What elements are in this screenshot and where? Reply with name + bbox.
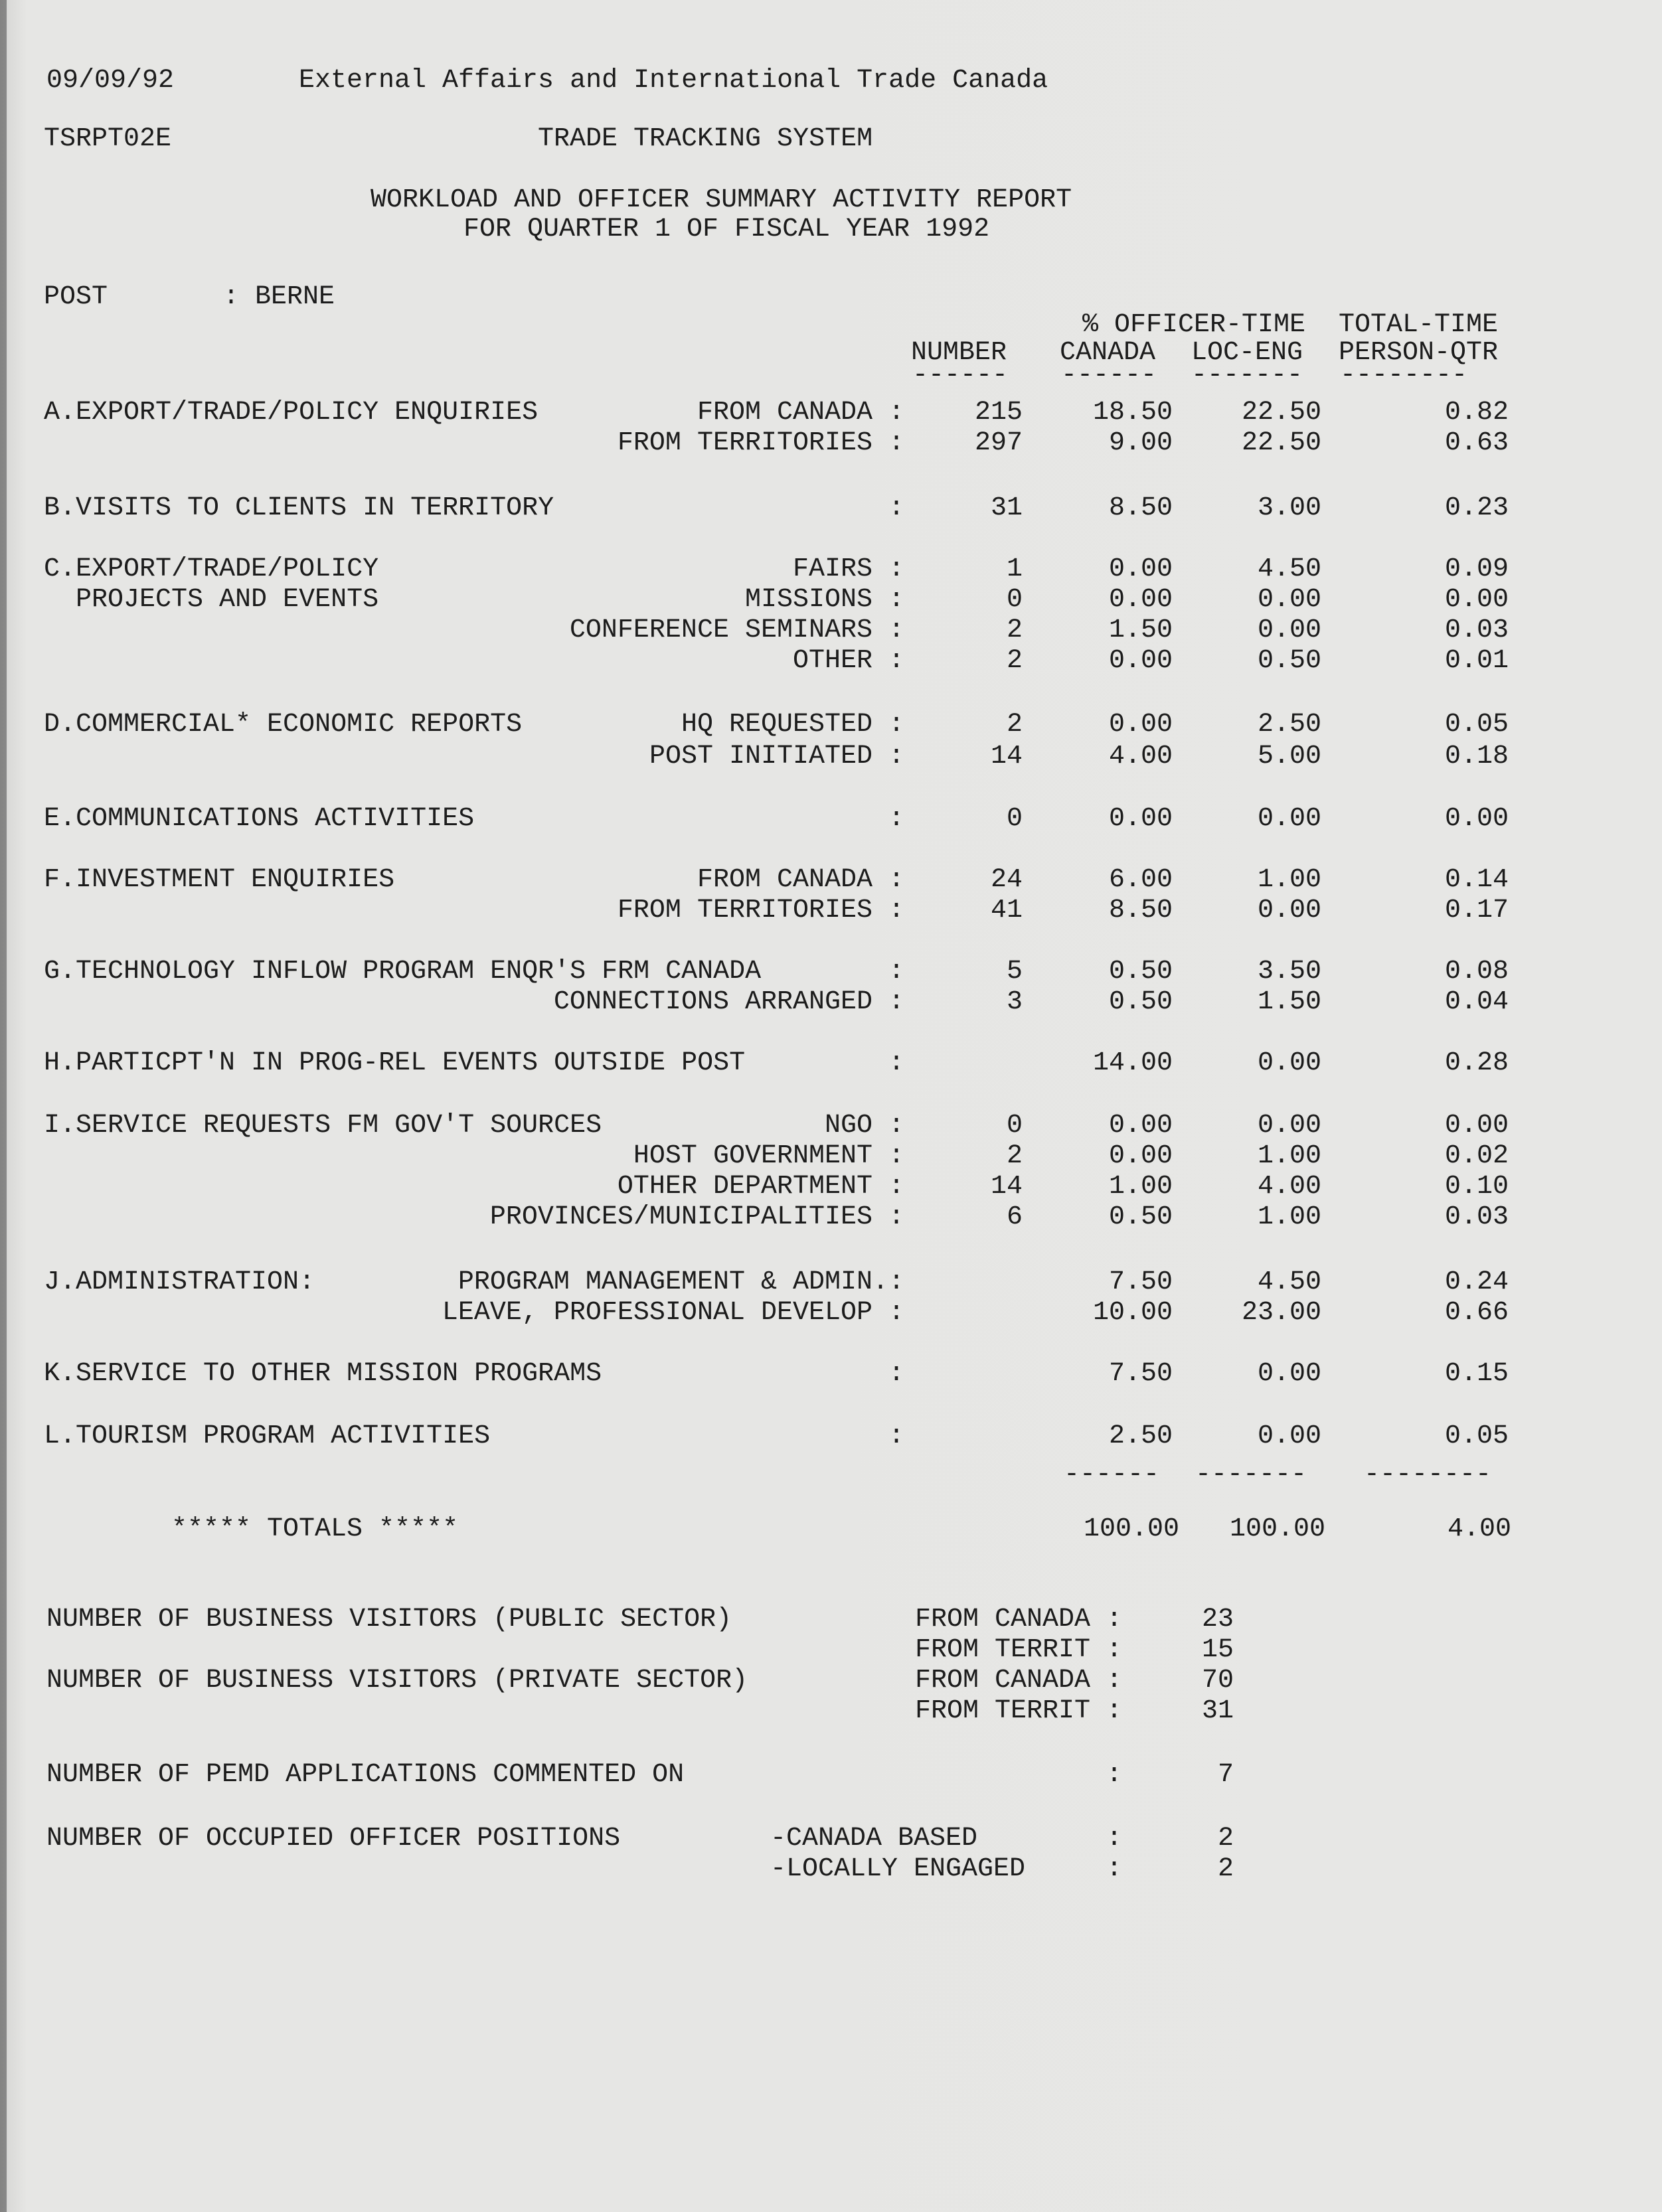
row-category: I.SERVICE REQUESTS FM GOV'T SOURCES (44, 1111, 602, 1141)
visitor-count: 70 (1201, 1666, 1234, 1696)
row-number: 5 (1006, 957, 1023, 987)
table-row (0, 424, 1662, 463)
position-row (0, 1850, 1662, 1889)
row-number: 0 (1006, 585, 1023, 615)
row-person-qtr: 0.10 (1444, 1172, 1509, 1202)
row-canada-pct: 4.00 (1108, 742, 1173, 771)
row-person-qtr: 0.01 (1444, 646, 1509, 676)
row-subcategory: FAIRS : (792, 554, 904, 584)
row-loc-eng-pct: 3.50 (1257, 957, 1321, 987)
visitor-source: FROM CANADA : (914, 1605, 1122, 1634)
row-person-qtr: 0.05 (1444, 1421, 1509, 1451)
row-person-qtr: 0.23 (1444, 493, 1509, 523)
row-number: 297 (974, 428, 1023, 458)
row-canada-pct: 0.00 (1108, 1111, 1173, 1141)
report-period: FOR QUARTER 1 OF FISCAL YEAR 1992 (463, 214, 990, 244)
row-person-qtr: 0.08 (1444, 957, 1509, 987)
pemd-count: 7 (1217, 1760, 1234, 1790)
visitor-row (0, 1692, 1662, 1731)
pemd-row (0, 1755, 1662, 1795)
row-loc-eng-pct: 4.00 (1257, 1172, 1321, 1202)
row-subcategory: PROVINCES/MUNICIPALITIES : (489, 1202, 904, 1232)
row-canada-pct: 7.50 (1108, 1267, 1173, 1297)
row-number: 31 (990, 493, 1023, 523)
row-person-qtr: 0.00 (1444, 804, 1509, 834)
total-time-header: TOTAL-TIME (1339, 310, 1499, 340)
post-value: : BERNE (223, 282, 335, 312)
row-person-qtr: 0.15 (1444, 1359, 1509, 1389)
row-canada-pct: 0.00 (1108, 710, 1173, 740)
row-canada-pct: 0.00 (1108, 646, 1173, 676)
table-row (0, 799, 1662, 839)
table-row (0, 1198, 1662, 1237)
row-loc-eng-pct: 2.50 (1257, 710, 1321, 740)
row-subcategory: : (888, 1359, 904, 1389)
row-loc-eng-pct: 0.00 (1257, 615, 1321, 645)
position-count: 2 (1217, 1824, 1234, 1854)
row-subcategory: LEAVE, PROFESSIONAL DEVELOP : (442, 1298, 904, 1328)
row-loc-eng-pct: 1.00 (1257, 1141, 1321, 1171)
row-category: J.ADMINISTRATION: (44, 1267, 315, 1297)
row-subcategory: : (888, 493, 904, 523)
row-category: K.SERVICE TO OTHER MISSION PROGRAMS (44, 1359, 602, 1389)
row-number: 0 (1006, 1111, 1023, 1141)
table-row (0, 641, 1662, 681)
row-subcategory: PROGRAM MANAGEMENT & ADMIN.: (457, 1267, 904, 1297)
visitor-count: 31 (1201, 1696, 1234, 1726)
row-subcategory: : (888, 957, 904, 987)
totals-rules (0, 1455, 1662, 1495)
row-person-qtr: 0.03 (1444, 1202, 1509, 1232)
visitor-label: NUMBER OF BUSINESS VISITORS (PRIVATE SECTOR) (46, 1666, 748, 1696)
row-number: 6 (1006, 1202, 1023, 1232)
row-category: B.VISITS TO CLIENTS IN TERRITORY (44, 493, 554, 523)
number-header: NUMBER (911, 338, 1007, 368)
row-subcategory: OTHER : (792, 646, 904, 676)
row-loc-eng-pct: 22.50 (1241, 428, 1321, 458)
table-row (0, 1293, 1662, 1333)
totals-person-qtr: 4.00 (1447, 1514, 1511, 1544)
row-person-qtr: 0.04 (1444, 987, 1509, 1017)
report-title-line-2 (0, 210, 1662, 250)
totals-person-rule: -------- (1364, 1460, 1492, 1490)
row-loc-eng-pct: 0.50 (1257, 646, 1321, 676)
position-type: -CANADA BASED (770, 1824, 978, 1854)
visitor-source: FROM TERRIT : (914, 1635, 1122, 1665)
row-subcategory: HQ REQUESTED : (681, 710, 904, 740)
visitor-source: FROM CANADA : (914, 1666, 1122, 1696)
row-number: 215 (974, 398, 1023, 428)
row-number: 24 (990, 865, 1023, 895)
row-person-qtr: 0.00 (1444, 585, 1509, 615)
table-row (0, 1044, 1662, 1083)
table-row (0, 1354, 1662, 1394)
loc-eng-rule: ------- (1191, 360, 1303, 390)
row-subcategory: : (888, 804, 904, 834)
person-qtr-rule: -------- (1340, 360, 1468, 390)
row-number: 2 (1006, 615, 1023, 645)
position-label: NUMBER OF OCCUPIED OFFICER POSITIONS (46, 1824, 621, 1854)
row-category: F.INVESTMENT ENQUIRIES (44, 865, 395, 895)
visitor-source: FROM TERRIT : (914, 1696, 1122, 1726)
row-person-qtr: 0.18 (1444, 742, 1509, 771)
row-loc-eng-pct: 22.50 (1241, 398, 1321, 428)
row-canada-pct: 0.00 (1108, 554, 1173, 584)
row-number: 41 (990, 896, 1023, 925)
report-title: WORKLOAD AND OFFICER SUMMARY ACTIVITY REPORT (371, 185, 1072, 215)
row-canada-pct: 14.00 (1092, 1048, 1173, 1078)
row-number: 3 (1006, 987, 1023, 1017)
pemd-colon: : (1106, 1760, 1123, 1790)
row-canada-pct: 0.50 (1108, 1202, 1173, 1232)
totals-row (0, 1510, 1662, 1549)
row-loc-eng-pct: 0.00 (1257, 896, 1321, 925)
canada-rule: ------ (1061, 360, 1157, 390)
row-category: D.COMMERCIAL* ECONOMIC REPORTS (44, 710, 523, 740)
table-row (0, 489, 1662, 528)
number-rule: ------ (912, 360, 1009, 390)
row-number: 14 (990, 1172, 1023, 1202)
totals-label: ***** TOTALS ***** (171, 1514, 459, 1544)
row-person-qtr: 0.09 (1444, 554, 1509, 584)
row-canada-pct: 0.50 (1108, 987, 1173, 1017)
row-number: 1 (1006, 554, 1023, 584)
row-subcategory: NGO : (824, 1111, 904, 1141)
row-person-qtr: 0.66 (1444, 1298, 1509, 1328)
table-row (0, 1417, 1662, 1457)
row-canada-pct: 9.00 (1108, 428, 1173, 458)
header-line-1 (0, 61, 1662, 101)
row-subcategory: HOST GOVERNMENT : (633, 1141, 904, 1171)
row-subcategory: FROM TERRITORIES : (617, 428, 904, 458)
row-canada-pct: 1.50 (1108, 615, 1173, 645)
row-loc-eng-pct: 1.00 (1257, 1202, 1321, 1232)
row-category: G.TECHNOLOGY INFLOW PROGRAM ENQR'S FRM CANADA (44, 957, 762, 987)
row-subcategory: POST INITIATED : (649, 742, 904, 771)
row-person-qtr: 0.03 (1444, 615, 1509, 645)
table-row (0, 891, 1662, 931)
position-type: -LOCALLY ENGAGED (770, 1854, 1026, 1884)
organization-name: External Affairs and International Trade Canada (299, 66, 1048, 96)
row-canada-pct: 0.00 (1108, 804, 1173, 834)
row-number: 2 (1006, 646, 1023, 676)
row-person-qtr: 0.63 (1444, 428, 1509, 458)
row-person-qtr: 0.24 (1444, 1267, 1509, 1297)
canada-header: CANADA (1060, 338, 1156, 368)
row-canada-pct: 8.50 (1108, 896, 1173, 925)
officer-time-group-header: % OFFICER-TIME (1082, 310, 1306, 340)
row-loc-eng-pct: 1.50 (1257, 987, 1321, 1017)
post-label: POST (44, 282, 108, 312)
row-person-qtr: 0.00 (1444, 1111, 1509, 1141)
row-loc-eng-pct: 0.00 (1257, 804, 1321, 834)
table-row (0, 737, 1662, 777)
row-loc-eng-pct: 0.00 (1257, 1421, 1321, 1451)
row-person-qtr: 0.82 (1444, 398, 1509, 428)
row-person-qtr: 0.14 (1444, 865, 1509, 895)
pemd-label: NUMBER OF PEMD APPLICATIONS COMMENTED ON (46, 1760, 685, 1790)
row-category: C.EXPORT/TRADE/POLICY (44, 554, 379, 584)
row-canada-pct: 18.50 (1092, 398, 1173, 428)
row-canada-pct: 1.00 (1108, 1172, 1173, 1202)
row-canada-pct: 2.50 (1108, 1421, 1173, 1451)
row-person-qtr: 0.17 (1444, 896, 1509, 925)
row-category: L.TOURISM PROGRAM ACTIVITIES (44, 1421, 491, 1451)
row-category: A.EXPORT/TRADE/POLICY ENQUIRIES (44, 398, 539, 428)
header-line-2 (0, 119, 1662, 159)
row-number: 0 (1006, 804, 1023, 834)
row-person-qtr: 0.05 (1444, 710, 1509, 740)
row-person-qtr: 0.02 (1444, 1141, 1509, 1171)
row-subcategory: : (888, 1048, 904, 1078)
row-canada-pct: 0.00 (1108, 1141, 1173, 1171)
position-count: 2 (1217, 1854, 1234, 1884)
row-loc-eng-pct: 0.00 (1257, 1111, 1321, 1141)
row-loc-eng-pct: 23.00 (1241, 1298, 1321, 1328)
row-loc-eng-pct: 4.50 (1257, 1267, 1321, 1297)
system-name: TRADE TRACKING SYSTEM (538, 124, 873, 154)
row-loc-eng-pct: 3.00 (1257, 493, 1321, 523)
position-colon: : (1106, 1824, 1123, 1854)
position-colon: : (1106, 1854, 1123, 1884)
row-number: 2 (1006, 710, 1023, 740)
row-subcategory: : (888, 1421, 904, 1451)
visitor-count: 23 (1201, 1605, 1234, 1634)
row-subcategory: FROM TERRITORIES : (617, 896, 904, 925)
loc-eng-header: LOC-ENG (1191, 338, 1303, 368)
table-row (0, 983, 1662, 1022)
row-subcategory: FROM CANADA : (697, 398, 904, 428)
row-loc-eng-pct: 0.00 (1257, 585, 1321, 615)
totals-canada: 100.00 (1083, 1514, 1179, 1544)
row-subcategory: FROM CANADA : (697, 865, 904, 895)
totals-canada-rule: ------ (1064, 1460, 1160, 1490)
row-canada-pct: 10.00 (1092, 1298, 1173, 1328)
row-loc-eng-pct: 5.00 (1257, 742, 1321, 771)
row-category: H.PARTICPT'N IN PROG-REL EVENTS OUTSIDE POST (44, 1048, 746, 1078)
row-category: E.COMMUNICATIONS ACTIVITIES (44, 804, 475, 834)
row-canada-pct: 6.00 (1108, 865, 1173, 895)
totals-loc-rule: ------- (1195, 1460, 1307, 1490)
report-id: TSRPT02E (44, 124, 172, 154)
visitor-count: 15 (1201, 1635, 1234, 1665)
row-canada-pct: 7.50 (1108, 1359, 1173, 1389)
row-subcategory: MISSIONS : (744, 585, 904, 615)
row-subcategory: CONNECTIONS ARRANGED : (553, 987, 904, 1017)
row-person-qtr: 0.28 (1444, 1048, 1509, 1078)
row-number: 2 (1006, 1141, 1023, 1171)
person-qtr-header: PERSON-QTR (1339, 338, 1499, 368)
row-subcategory: CONFERENCE SEMINARS : (569, 615, 904, 645)
visitor-label: NUMBER OF BUSINESS VISITORS (PUBLIC SECTOR) (46, 1605, 732, 1634)
row-canada-pct: 8.50 (1108, 493, 1173, 523)
row-loc-eng-pct: 4.50 (1257, 554, 1321, 584)
column-header-rules (0, 356, 1662, 396)
row-loc-eng-pct: 0.00 (1257, 1048, 1321, 1078)
report-date: 09/09/92 (46, 66, 175, 96)
row-category: PROJECTS AND EVENTS (44, 585, 379, 615)
row-number: 14 (990, 742, 1023, 771)
row-subcategory: OTHER DEPARTMENT : (617, 1172, 904, 1202)
totals-loc-eng: 100.00 (1229, 1514, 1325, 1544)
row-canada-pct: 0.50 (1108, 957, 1173, 987)
row-loc-eng-pct: 1.00 (1257, 865, 1321, 895)
row-loc-eng-pct: 0.00 (1257, 1359, 1321, 1389)
row-canada-pct: 0.00 (1108, 585, 1173, 615)
